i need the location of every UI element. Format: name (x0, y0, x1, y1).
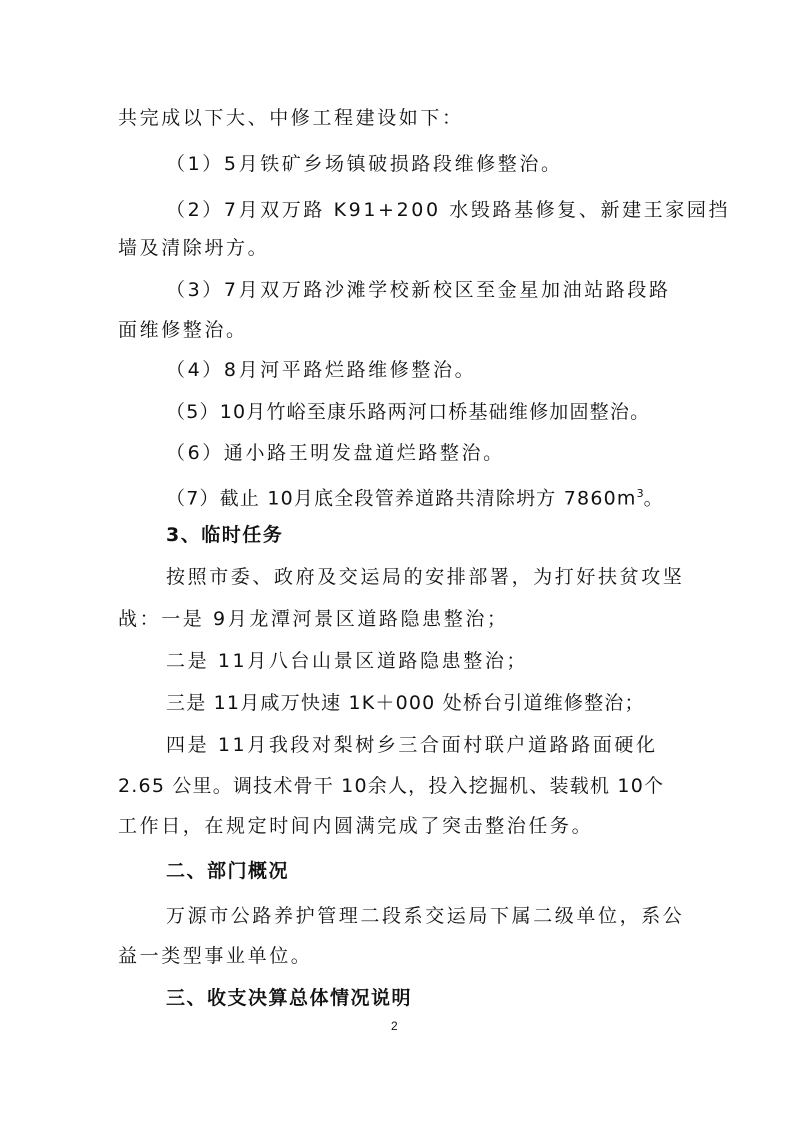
list-item-6: （6）通小路王明发盘道烂路整治。 (166, 442, 505, 464)
page-number: 2 (391, 1019, 398, 1033)
list-item-3: （3）7月双万路沙滩学校新校区至金星加油站路段路 (166, 279, 671, 301)
list-item-5: （5）10月竹峪至康乐路两河口桥基础维修加固整治。 (166, 401, 651, 423)
paragraph-task-3: 三是 11月咸万快速 1K＋000 处桥台引道维修整治； (166, 692, 645, 714)
list-item-7-text: （7）截止 10月底全段管养道路共清除坍方 7860m (166, 487, 637, 510)
list-item-1: （1）5月铁矿乡场镇破损路段维修整治。 (166, 153, 563, 175)
list-item-7 (166, 480, 664, 512)
paragraph-intro: 共完成以下大、中修工程建设如下： (118, 107, 464, 129)
list-item-4: （4）8月河平路烂路维修整治。 (166, 359, 477, 381)
list-item-2: （2）7月双万路 K91+200 水毁路基修复、新建王家园挡 (166, 199, 731, 221)
paragraph-task-4: 四是 11月我段对梨树乡三合面村联户道路路面硬化 (166, 734, 658, 756)
section-heading-department-overview: 二、部门概况 (166, 860, 290, 882)
paragraph-department-cont: 益一类型事业单位。 (118, 945, 313, 967)
paragraph-task-4-end: 工作日，在规定时间内圆满完成了突击整治任务。 (118, 815, 594, 837)
list-item-7-end: 。 (643, 487, 664, 510)
paragraph-task-4-cont: 2.65 公里。调技术骨干 10余人，投入挖掘机、装载机 10个 (118, 775, 665, 797)
section-heading-budget-summary: 三、收支决算总体情况说明 (166, 987, 413, 1009)
paragraph-task-2: 二是 11月八台山景区道路隐患整治； (166, 650, 529, 672)
section-heading-temporary-tasks: 3、临时任务 (166, 524, 284, 546)
paragraph-arrangement: 按照市委、政府及交运局的安排部署，为打好扶贫攻坚 (166, 566, 685, 588)
list-item-3-cont: 面维修整治。 (118, 319, 248, 341)
list-item-2-cont: 墙及清除坍方。 (118, 237, 270, 259)
cubic-superscript: 3 (636, 487, 644, 500)
paragraph-department: 万源市公路养护管理二段系交运局下属二级单位，系公 (166, 905, 685, 927)
paragraph-arrangement-cont: 战：一是 9月龙潭河景区道路隐患整治； (118, 608, 509, 630)
